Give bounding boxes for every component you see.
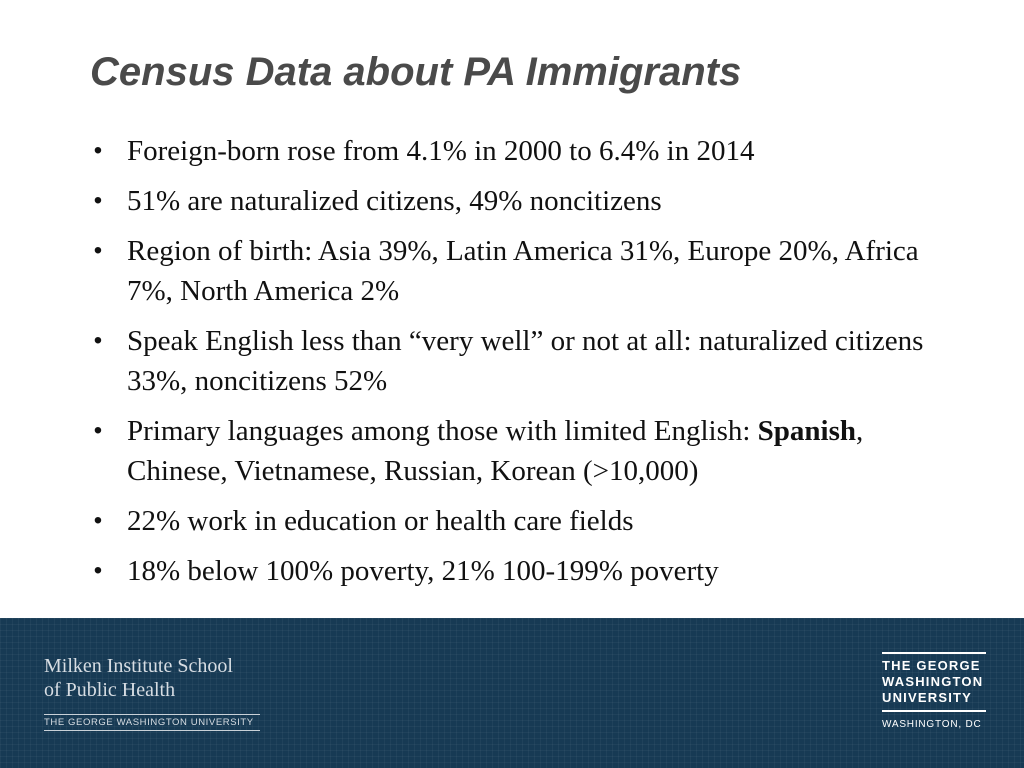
divider [882, 652, 986, 654]
bullet-item [88, 231, 968, 311]
bullet-item [88, 551, 968, 591]
slide-title: Census Data about PA Immigrants [90, 50, 742, 94]
bullet-text: Foreign-born rose from 4.1% in 2000 to 6.4% in 2014 [127, 135, 755, 167]
bullet-text-before: Primary languages among those with limited English: [127, 415, 758, 447]
footer-banner [0, 618, 1024, 768]
university-city: WASHINGTON, DC [882, 719, 982, 730]
bullet-text: 18% below 100% poverty, 21% 100-199% poverty [127, 555, 719, 587]
bullet-icon: • [93, 557, 103, 584]
school-name-line1: Milken Institute School [44, 655, 233, 677]
university-name-line3: UNIVERSITY [882, 690, 973, 705]
bullet-text-after: , Chinese, Vietnamese, Russian, Korean (>10,000) [127, 415, 864, 487]
university-logo [882, 652, 992, 730]
bullet-text: Region of birth: Asia 39%, Latin America 31%, Europe 20%, Africa 7%, North America 2% [127, 235, 919, 307]
school-name-line2: of Public Health [44, 679, 176, 701]
bullet-text: 51% are naturalized citizens, 49% noncitizens [127, 185, 662, 217]
bullet-icon: • [93, 137, 103, 164]
bullet-text [127, 415, 863, 487]
school-logo [44, 654, 260, 731]
bullet-text-bold: Spanish [757, 415, 857, 447]
bullet-icon: • [93, 187, 103, 214]
bullet-text: Speak English less than “very well” or not at all: naturalized citizens 33%, noncitizens 52% [127, 325, 924, 397]
bullet-item [88, 411, 968, 491]
university-name-line2: WASHINGTON [882, 674, 984, 689]
bullet-item [88, 501, 968, 541]
school-subtitle: THE GEORGE WASHINGTON UNIVERSITY [44, 717, 254, 728]
bullet-item [88, 321, 968, 401]
bullet-icon: • [93, 417, 103, 444]
bullet-list [88, 131, 968, 601]
bullet-item [88, 131, 968, 171]
divider [44, 714, 260, 715]
divider [44, 730, 260, 731]
university-name [882, 658, 992, 706]
divider [882, 710, 986, 712]
university-name-line1: THE GEORGE [882, 658, 981, 673]
bullet-icon: • [93, 237, 103, 264]
bullet-icon: • [93, 507, 103, 534]
bullet-item [88, 181, 968, 221]
bullet-icon: • [93, 327, 103, 354]
bullet-text: 22% work in education or health care fields [127, 505, 634, 537]
